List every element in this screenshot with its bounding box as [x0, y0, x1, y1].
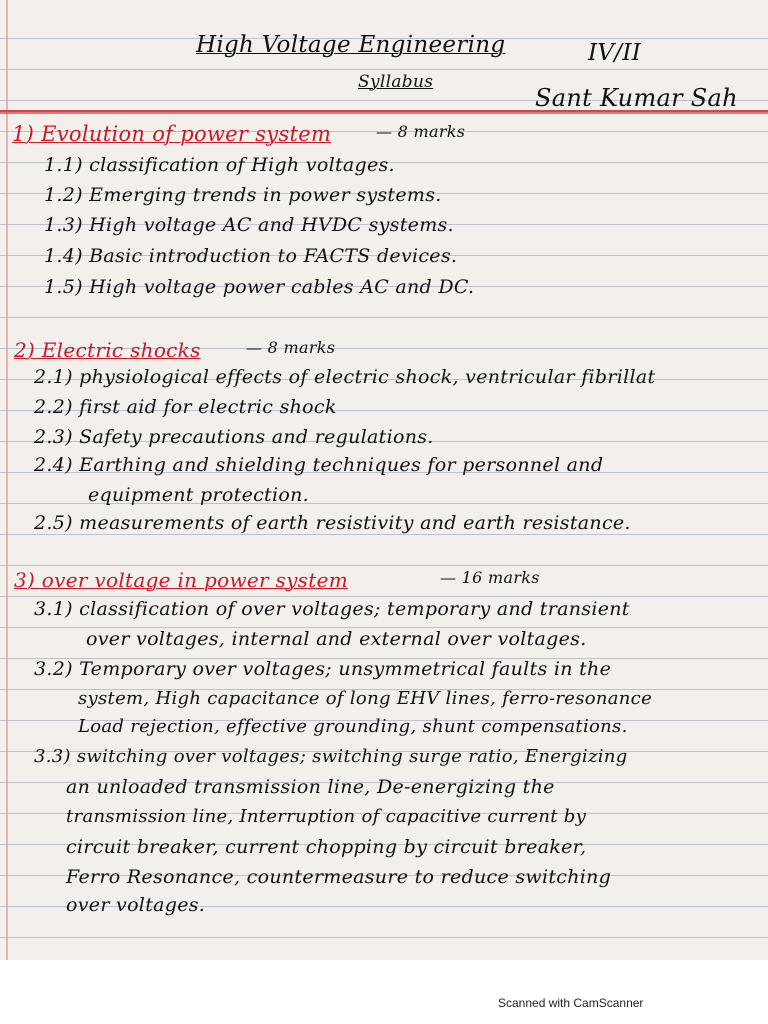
section-3-item: transmission line, Interruption of capacitive current by	[66, 806, 587, 827]
scanner-watermark: Scanned with CamScanner	[498, 996, 644, 1010]
section-1-heading: 1) Evolution of power system	[12, 122, 332, 146]
section-1-item: 1.2) Emerging trends in power systems.	[44, 184, 442, 206]
section-1-marks: — 8 marks	[376, 122, 466, 141]
margin-line	[6, 0, 8, 960]
page-title: High Voltage Engineering	[196, 32, 506, 58]
section-2-item: 2.4) Earthing and shielding techniques for personnel and	[34, 454, 604, 476]
section-3-item: 3.2) Temporary over voltages; unsymmetrical faults in the	[34, 658, 612, 680]
section-1-item: 1.5) High voltage power cables AC and DC.	[44, 276, 475, 298]
section-3-item: 3.1) classification of over voltages; temporary and transient	[34, 598, 630, 620]
section-2-heading: 2) Electric shocks	[14, 338, 201, 362]
section-3-item: circuit breaker, current chopping by circuit breaker,	[66, 836, 587, 858]
section-3-heading: 3) over voltage in power system	[14, 568, 348, 592]
section-2-item: equipment protection.	[88, 484, 309, 506]
section-2-item: 2.2) first aid for electric shock	[34, 396, 337, 418]
section-2-item: 2.5) measurements of earth resistivity and earth resistance.	[34, 512, 631, 534]
section-3-item: 3.3) switching over voltages; switching surge ratio, Energizing	[34, 746, 628, 767]
section-3-item: Load rejection, effective grounding, shunt compensations.	[78, 716, 628, 737]
section-2-item: 2.1) physiological effects of electric shock, ventricular fibrillat	[34, 366, 656, 388]
section-3-item: over voltages, internal and external over voltages.	[86, 628, 587, 650]
section-3-item: Ferro Resonance, countermeasure to reduce switching	[66, 866, 612, 888]
section-2-item: 2.3) Safety precautions and regulations.	[34, 426, 434, 448]
syllabus-label: Syllabus	[358, 72, 434, 92]
author-name: Sant Kumar Sah	[535, 84, 738, 112]
section-1-item: 1.3) High voltage AC and HVDC systems.	[44, 214, 454, 236]
semester-label: IV/II	[588, 40, 642, 66]
section-3-item: system, High capacitance of long EHV lines, ferro-resonance	[78, 688, 653, 709]
header-rule-2	[0, 112, 768, 114]
section-1-item: 1.4) Basic introduction to FACTS devices.	[44, 245, 458, 267]
section-3-item: an unloaded transmission line, De-energizing the	[66, 776, 555, 798]
section-3-marks: — 16 marks	[440, 568, 540, 587]
section-1-item: 1.1) classification of High voltages.	[44, 154, 395, 176]
section-3-item: over voltages.	[66, 894, 206, 916]
section-2-marks: — 8 marks	[246, 338, 336, 357]
